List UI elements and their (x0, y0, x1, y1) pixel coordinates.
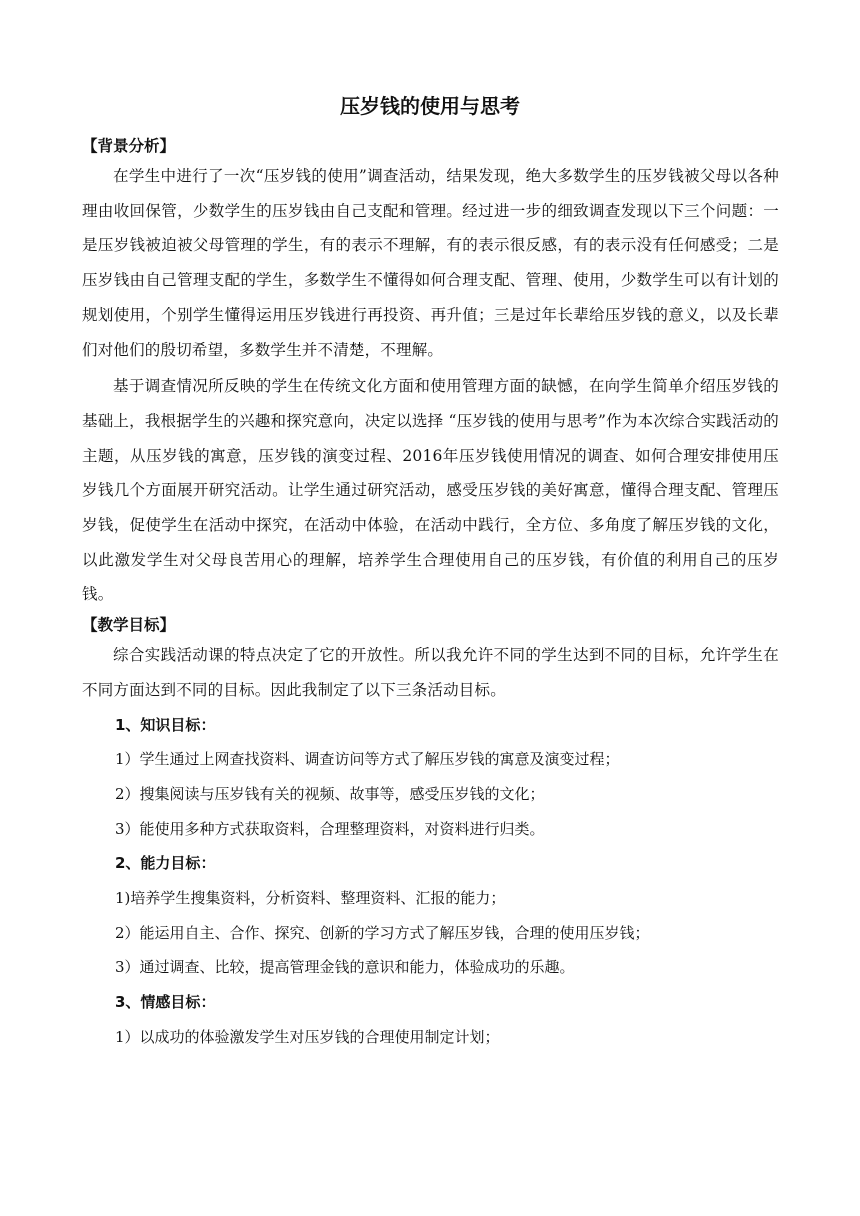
goal-heading-knowledge: 1、知识目标： (115, 715, 216, 734)
section-heading-goals: 【教学目标】 (82, 616, 176, 635)
goal-item: 1）学生通过上网查找资料、调查访问等方式了解压岁钱的寓意及演变过程； (115, 750, 620, 769)
goal-item: 1)培养学生搜集资料，分析资料、整理资料、汇报的能力； (115, 889, 506, 908)
goal-item: 2）搜集阅读与压岁钱有关的视频、故事等，感受压岁钱的文化； (115, 784, 545, 803)
goal-item: 2）能运用自主、合作、探究、创新的学习方式了解压岁钱，合理的使用压岁钱； (115, 923, 650, 942)
document-body (82, 133, 779, 1055)
goal-item: 1）以成功的体验激发学生对压岁钱的合理使用制定计划； (115, 1027, 500, 1046)
paragraph-background-1: 在学生中进行了一次“压岁钱的使用”调查活动，结果发现，绝大多数学生的压岁钱被父母以各种理由收回保管，少数学生的压岁钱由自己支配和管理。经过进一步的细致调查发现以下三个问题：一是压岁钱被迫被父母管理的学生，有的表示不理解，有的表示很反感，有的表示没有任何感受；二是压岁钱由自己管理支配的学生，多数学生不懂得如何合理支配、管理、使用，少数学生可以有计划的规划使用，个别学生懂得运用压岁钱进行再投资、再升值；三是过年长辈给压岁钱的意义，以及长辈们对他们的殷切希望，多数学生并不清楚，不理解。 (82, 167, 779, 359)
goal-item: 3）通过调查、比较，提高管理金钱的意识和能力，体验成功的乐趣。 (115, 958, 575, 977)
paragraph-background-2: 基于调查情况所反映的学生在传统文化方面和使用管理方面的缺憾，在向学生简单介绍压岁钱的基础上，我根据学生的兴趣和探究意向，决定以选择 “压岁钱的使用与思考”作为本次综合实践活动的主题，从压岁钱的寓意，压岁钱的演变过程、2016年压岁钱使用情况的调查、如何合理安排使用压岁钱几个方面展开研究活动。让学生通过研究活动，感受压岁钱的美好寓意，懂得合理支配、管理压岁钱，促使学生在活动中探究，在活动中体验，在活动中践行，全方位、多角度了解压岁钱的文化，以此激发学生对父母良苦用心的理解，培养学生合理使用自己的压岁钱，有价值的利用自己的压岁钱。 (82, 377, 779, 604)
goal-item: 3）能使用多种方式获取资料，合理整理资料，对资料进行归类。 (115, 819, 545, 838)
goal-heading-emotion: 3、情感目标： (115, 993, 216, 1012)
goal-heading-ability: 2、能力目标： (115, 854, 216, 873)
document-title: 压岁钱的使用与思考 (340, 94, 520, 118)
section-heading-background: 【背景分析】 (82, 137, 176, 155)
paragraph-goals-intro: 综合实践活动课的特点决定了它的开放性。所以我允许不同的学生达到不同的目标，允许学生在不同方面达到不同的目标。因此我制定了以下三条活动目标。 (82, 646, 779, 699)
